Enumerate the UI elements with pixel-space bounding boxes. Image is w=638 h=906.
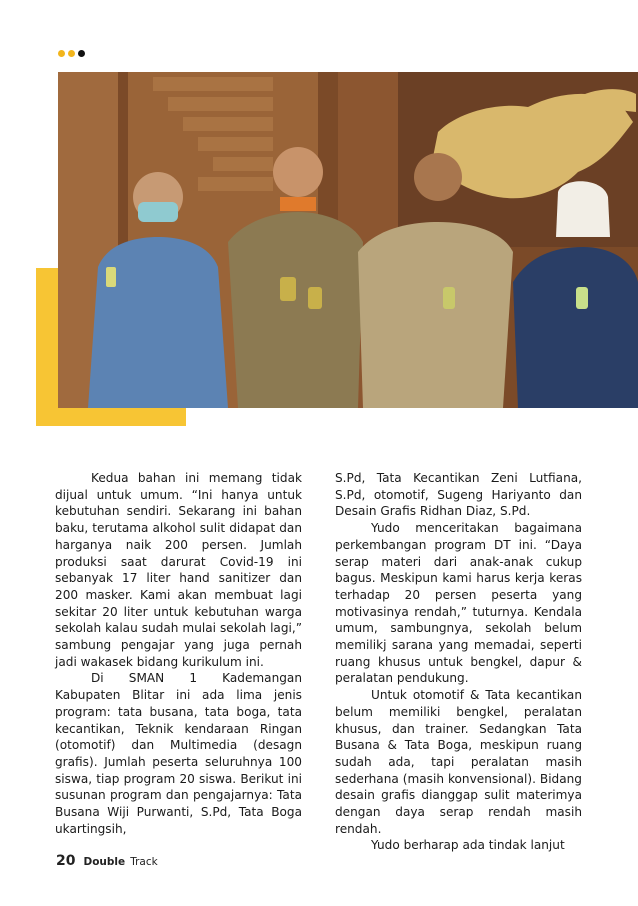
paragraph: Di SMAN 1 Kademangan Kabupaten Blitar ini ada lima jenis program: tata busana, tata boga, tata kecantikan, Teknik kendaraan Ringan (otomotif) dan Multimedia (desagn grafis). Jumlah peserta seluruhnya 100 siswa, tiap program 20 siswa. Berikut ini susunan program dan pengajarnya: Tata Busana Wiji Purwanti, S.Pd, Tata Boga ukartingsih, bbox=[55, 671, 302, 836]
paragraph: Untuk otomotif & Tata kecantikan belum memiliki bengkel, peralatan khusus, dan trainer. Sedangkan Tata Busana & Tata Boga, meskipun ruang sudah ada, tapi peralatan masih sederhana (masih konvensional). Bidang desain grafis dianggap sulit materimya dengan daya serap rendah masih rendah. bbox=[335, 688, 582, 836]
dot-2 bbox=[68, 50, 75, 57]
page-footer bbox=[56, 850, 158, 869]
paragraph: Yudo menceritakan bagaimana perkembangan program DT ini. “Daya serap materi dari anak-anak cukup bagus. Meskipun kami harus kerja keras terhadap 20 persen peserta yang motivasinya rendah,” tuturnya. Kendala umum, sambungnya, sekolah belum memilikj sarana yang memadai, seperti ruang khusus untuk bengkel, dapur & peralatan pendukung. bbox=[335, 521, 582, 686]
paragraph: Yudo berharap ada tindak lanjut bbox=[371, 838, 565, 853]
publication-name bbox=[83, 850, 157, 869]
dot-1 bbox=[58, 50, 65, 57]
publication-name-normal: Track bbox=[130, 856, 158, 868]
paragraph: Kedua bahan ini memang tidak dijual untuk umum. “Ini hanya untuk kebutuhan sendiri. Sekarang ini bahan baku, terutama alkohol sulit didapat dan harganya naik 200 persen. Jumlah produksi saat darurat Covid-19 ini sebanyak 17 liter hand sanitizer dan 200 masker. Kami akan membuat lagi sekitar 20 liter untuk kebutuhan warga sekolah kalau sudah mulai sekolah lagi,” sambung pengajar yang juga pernah jadi wakasek bidang kurikulum ini. bbox=[55, 471, 302, 669]
article-column-right bbox=[335, 470, 582, 854]
article-column-left bbox=[55, 470, 302, 837]
dot-3 bbox=[78, 50, 85, 57]
decorative-dots bbox=[58, 50, 85, 57]
group-photo-icon bbox=[58, 72, 638, 408]
page-number: 20 bbox=[56, 853, 76, 869]
article-photo bbox=[58, 72, 638, 408]
publication-name-bold: Double bbox=[83, 856, 126, 868]
paragraph-continued: S.Pd, Tata Kecantikan Zeni Lutfiana, S.Pd, otomotif, Sugeng Hariyanto dan Desain Grafis Ridhan Diaz, S.Pd. bbox=[335, 471, 582, 519]
